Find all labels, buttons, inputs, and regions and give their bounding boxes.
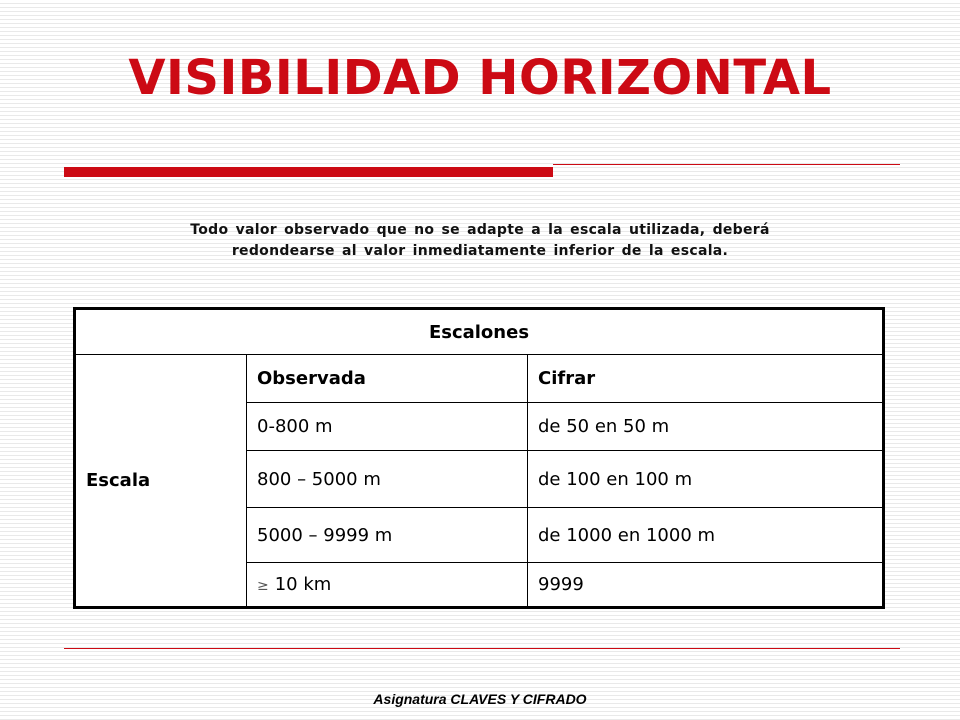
intro-line-2: redondearse al valor inmediatamente inferior de la escala.	[231, 243, 729, 259]
cell-observada-value: 10 km	[274, 574, 332, 595]
table-row	[75, 355, 884, 403]
row-label-escala: Escala	[75, 355, 247, 608]
column-header-cifrar: Cifrar	[528, 355, 884, 403]
table-header-row	[75, 309, 884, 355]
cell-observada: 0-800 m	[247, 403, 528, 451]
cell-observada	[247, 563, 528, 608]
cell-observada: 800 – 5000 m	[247, 451, 528, 508]
table-header-escalones: Escalones	[75, 309, 884, 355]
cell-observada: 5000 – 9999 m	[247, 508, 528, 563]
intro-text	[120, 220, 840, 262]
cell-cifrar: de 50 en 50 m	[528, 403, 884, 451]
greater-equal-symbol: ≥	[257, 578, 269, 594]
footer-divider	[64, 648, 900, 649]
cell-cifrar: de 100 en 100 m	[528, 451, 884, 508]
title-underline-thin	[553, 164, 900, 165]
slide-title: VISIBILIDAD HORIZONTAL	[128, 50, 832, 106]
column-header-observada: Observada	[247, 355, 528, 403]
title-underline-thick	[64, 167, 553, 177]
intro-line-1: Todo valor observado que no se adapte a la escala utilizada, deberá	[190, 222, 770, 238]
cell-cifrar: 9999	[528, 563, 884, 608]
visibility-scale-table	[73, 307, 885, 609]
cell-cifrar: de 1000 en 1000 m	[528, 508, 884, 563]
footer-text: Asignatura CLAVES Y CIFRADO	[373, 691, 587, 707]
